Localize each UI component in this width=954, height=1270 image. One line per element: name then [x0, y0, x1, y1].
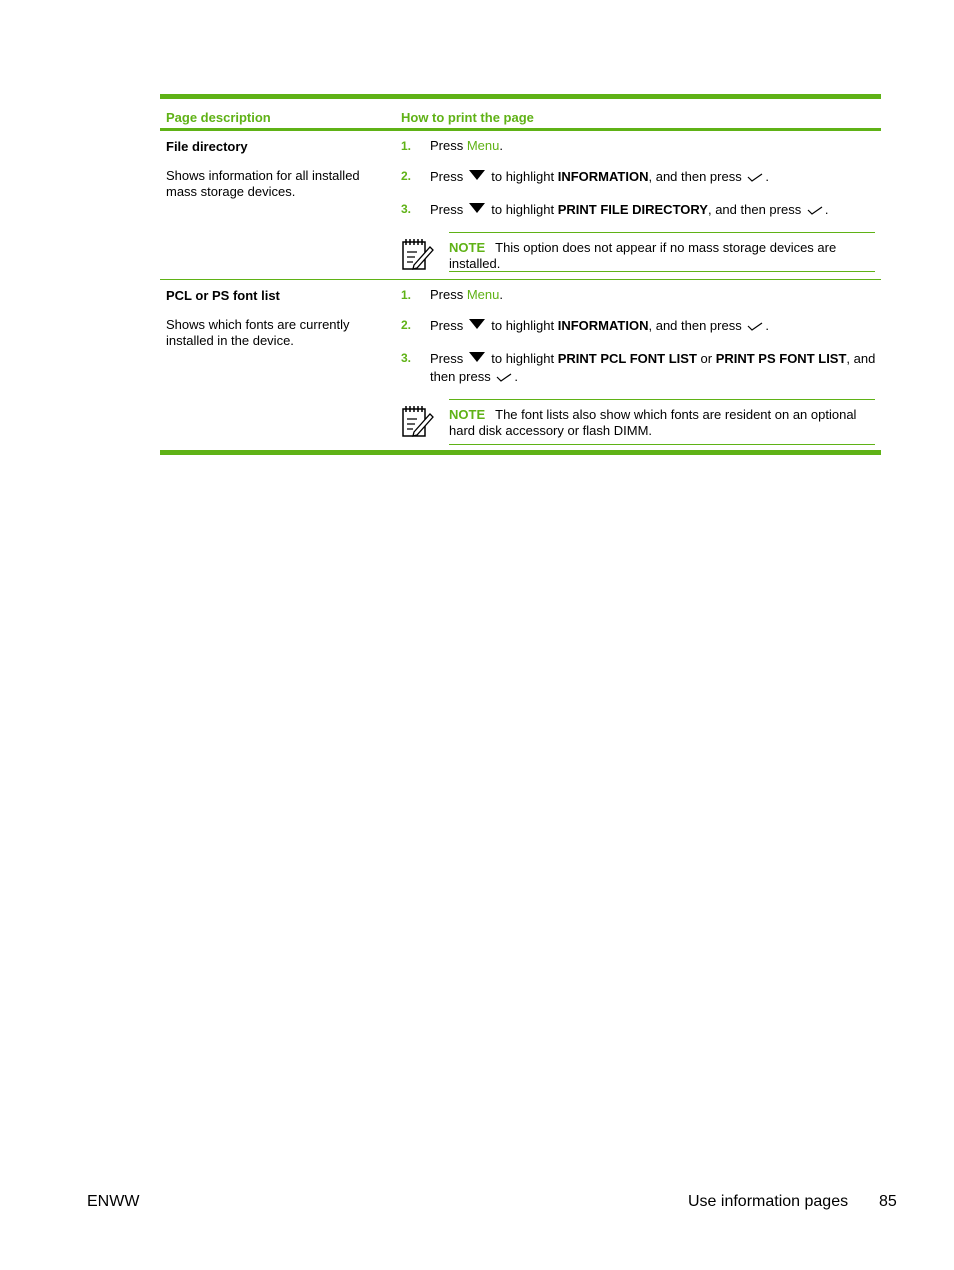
step-text-part: to highlight — [491, 351, 558, 366]
step-text-part: Press — [430, 138, 467, 153]
menu-item-name: PRINT FILE DIRECTORY — [557, 202, 708, 217]
note-text — [449, 240, 875, 272]
step-text-part: , and then press — [648, 318, 742, 333]
step-number: 1. — [401, 288, 412, 302]
row-description: Shows information for all installed mass storage devices. — [166, 168, 360, 199]
step-text-part: or — [696, 351, 716, 366]
note-box — [400, 232, 875, 272]
header-how-to-print: How to print the page — [401, 110, 534, 125]
step-text-part: Press — [430, 351, 464, 366]
table-row — [160, 131, 881, 280]
table-row — [160, 280, 881, 450]
note-rule-top — [449, 232, 875, 233]
note-body: The font lists also show which fonts are resident on an optional hard disk accessory or flash DIMM. — [449, 407, 857, 438]
note-label: NOTE — [449, 407, 486, 422]
step-text-part: . — [499, 287, 503, 302]
step-number: 2. — [401, 318, 412, 332]
note-rule-bottom — [449, 444, 875, 445]
step-text-part: to highlight — [491, 169, 558, 184]
menu-item-name: PRINT PS FONT LIST — [715, 351, 847, 366]
note-text — [449, 407, 875, 439]
step-text-part: to highlight — [491, 202, 558, 217]
step-number: 2. — [401, 169, 412, 183]
step-text-part: , and then press — [648, 169, 742, 184]
down-arrow-icon — [469, 319, 485, 329]
checkmark-icon — [747, 321, 763, 331]
footer-section-title: Use information pages — [688, 1193, 849, 1210]
note-rule-bottom — [449, 271, 875, 272]
notepad-icon — [400, 403, 436, 439]
checkmark-icon — [496, 372, 512, 382]
step-number: 3. — [401, 202, 412, 216]
step-text: Press to highlight INFORMATION, and then press . — [430, 169, 769, 184]
step-number: 3. — [401, 351, 412, 365]
table-bottom-rule — [160, 450, 881, 455]
step-text-part: , and then press — [707, 202, 802, 217]
notepad-icon — [400, 236, 436, 272]
step-text: Press to highlight PRINT FILE DIRECTORY, and then press . — [430, 202, 829, 217]
note-box — [400, 399, 875, 445]
menu-link: Menu — [466, 287, 500, 302]
table-header — [160, 99, 881, 131]
step-text: Press to highlight PRINT PCL FONT LIST or PRINT PS FONT LIST, and then press . — [430, 351, 876, 384]
note-label: NOTE — [449, 240, 486, 255]
row-title: File directory — [166, 139, 248, 154]
step-text-part: Press — [430, 202, 464, 217]
note-body: This option does not appear if no mass storage devices are installed. — [449, 240, 837, 271]
down-arrow-icon — [469, 352, 485, 362]
step-text-part: , and then press — [430, 351, 876, 384]
row-description: Shows which fonts are currently installed in the device. — [166, 317, 350, 348]
step-text-part: Press — [430, 287, 467, 302]
menu-item-name: INFORMATION — [557, 318, 649, 333]
step-text — [430, 137, 880, 155]
menu-item-name: INFORMATION — [557, 169, 649, 184]
header-page-description: Page description — [166, 110, 271, 125]
menu-link: Menu — [466, 138, 500, 153]
step-text-part: Press — [430, 169, 464, 184]
down-arrow-icon — [469, 203, 485, 213]
info-pages-table — [160, 94, 881, 455]
note-rule-top — [449, 399, 875, 400]
step-text: Press to highlight INFORMATION, and then press . — [430, 318, 769, 333]
down-arrow-icon — [469, 170, 485, 180]
menu-item-name: PRINT PCL FONT LIST — [557, 351, 697, 366]
checkmark-icon — [747, 172, 763, 182]
footer-enww: ENWW — [87, 1193, 140, 1210]
step-number: 1. — [401, 139, 412, 153]
row-title: PCL or PS font list — [166, 288, 280, 303]
footer-page-number: 85 — [879, 1193, 897, 1210]
step-text-part: to highlight — [491, 318, 558, 333]
step-text-part: Press — [430, 318, 464, 333]
step-text-part: . — [499, 138, 503, 153]
checkmark-icon — [807, 205, 823, 215]
step-text — [430, 286, 880, 304]
